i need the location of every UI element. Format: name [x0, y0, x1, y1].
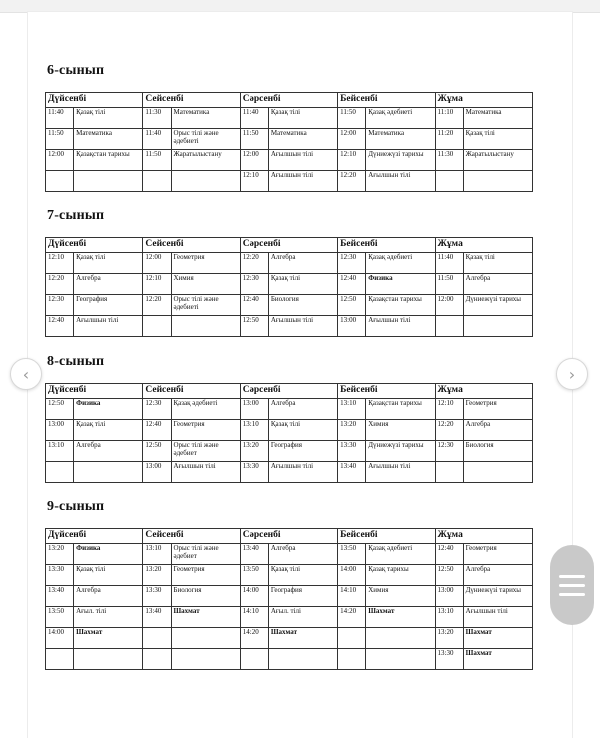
lesson-subject: Дүниежүзі тарихы: [463, 295, 532, 316]
lesson-time: 13:30: [143, 586, 171, 607]
lesson-time: 12:40: [143, 420, 171, 441]
lesson-time: 13:40: [240, 544, 268, 565]
chevron-right-icon: ›: [568, 364, 576, 384]
section-title: 8-сынып: [47, 354, 105, 369]
lesson-subject: Алгебра: [268, 253, 337, 274]
table-row: [46, 462, 533, 483]
table-row: [46, 108, 533, 129]
lesson-time: [338, 649, 366, 670]
table-row: [46, 586, 533, 607]
lesson-subject: Орыс тілі және әдебиеті: [171, 129, 240, 150]
lesson-time: [143, 628, 171, 649]
lesson-time: 14:00: [338, 565, 366, 586]
lesson-time: 12:00: [143, 253, 171, 274]
lesson-time: 12:40: [435, 544, 463, 565]
menu-icon-line: [559, 575, 585, 578]
lesson-time: 11:20: [435, 129, 463, 150]
lesson-subject: Математика: [366, 129, 435, 150]
section-title: 6-сынып: [47, 63, 105, 78]
lesson-subject: Алгебра: [268, 399, 337, 420]
table-row: [46, 544, 533, 565]
day-header: Сейсенбі: [143, 529, 240, 544]
menu-icon-line: [559, 584, 585, 587]
table-row: [46, 649, 533, 670]
lesson-subject: Шахмат: [463, 628, 532, 649]
lesson-subject: [74, 171, 143, 192]
lesson-time: 12:40: [338, 274, 366, 295]
lesson-time: [143, 171, 171, 192]
lesson-time: 11:50: [143, 150, 171, 171]
lesson-time: 12:10: [46, 253, 74, 274]
table-row: [46, 441, 533, 462]
lesson-time: 12:10: [435, 399, 463, 420]
lesson-time: 11:50: [338, 108, 366, 129]
lesson-time: 12:50: [240, 316, 268, 337]
table-row: [46, 399, 533, 420]
lesson-time: 14:00: [240, 586, 268, 607]
section-title: 7-сынып: [47, 208, 105, 223]
lesson-subject: [171, 649, 240, 670]
day-header: Бейсенбі: [338, 93, 435, 108]
lesson-subject: Қазақ әдебиеті: [366, 108, 435, 129]
lesson-subject: Қазақ тілі: [74, 253, 143, 274]
lesson-time: [143, 649, 171, 670]
lesson-time: 14:00: [46, 628, 74, 649]
lesson-subject: Химия: [171, 274, 240, 295]
lesson-time: 13:20: [338, 420, 366, 441]
lesson-time: 13:50: [240, 565, 268, 586]
lesson-time: 11:30: [143, 108, 171, 129]
lesson-subject: Шахмат: [463, 649, 532, 670]
lesson-subject: Дүниежүзі тарихы: [366, 441, 435, 462]
lesson-time: 12:50: [338, 295, 366, 316]
lesson-time: 12:20: [338, 171, 366, 192]
table-row: [46, 628, 533, 649]
lesson-subject: Алгебра: [74, 274, 143, 295]
lesson-time: 13:20: [143, 565, 171, 586]
lesson-subject: Физика: [74, 399, 143, 420]
lesson-subject: Қазақ тілі: [74, 565, 143, 586]
lesson-time: 12:00: [435, 295, 463, 316]
lesson-time: 12:30: [338, 253, 366, 274]
lesson-subject: Ағылшын тілі: [268, 150, 337, 171]
lesson-subject: [463, 171, 532, 192]
lesson-subject: Қазақ тілі: [463, 129, 532, 150]
lesson-subject: География: [74, 295, 143, 316]
next-page-button[interactable]: [556, 358, 588, 390]
lesson-subject: [171, 316, 240, 337]
lesson-subject: Ағылшын тілі: [366, 462, 435, 483]
lesson-time: 12:20: [143, 295, 171, 316]
lesson-time: [143, 316, 171, 337]
table-row: [46, 253, 533, 274]
lesson-subject: Қазақ тілі: [268, 108, 337, 129]
menu-button[interactable]: [550, 545, 594, 625]
lesson-subject: Ағылшын тілі: [366, 316, 435, 337]
day-header: Жұма: [435, 93, 532, 108]
lesson-time: 14:10: [338, 586, 366, 607]
lesson-time: 12:20: [435, 420, 463, 441]
lesson-subject: География: [268, 441, 337, 462]
lesson-time: 12:00: [240, 150, 268, 171]
lesson-subject: Шахмат: [366, 607, 435, 628]
lesson-subject: Қазақ тілі: [268, 565, 337, 586]
day-header: Сәрсенбі: [240, 93, 337, 108]
lesson-subject: Геометрия: [463, 544, 532, 565]
lesson-time: [240, 649, 268, 670]
lesson-subject: Қазақстан тарихы: [366, 399, 435, 420]
lesson-subject: Орыс тілі және әдебиеті: [171, 295, 240, 316]
lesson-time: 13:00: [435, 586, 463, 607]
lesson-subject: Алгебра: [74, 441, 143, 462]
lesson-subject: Математика: [268, 129, 337, 150]
lesson-subject: Геометрия: [171, 253, 240, 274]
table-row: [46, 565, 533, 586]
day-header-row: [46, 238, 533, 253]
lesson-subject: География: [268, 586, 337, 607]
lesson-subject: Қазақ тілі: [74, 108, 143, 129]
lesson-subject: [171, 171, 240, 192]
lesson-subject: [366, 628, 435, 649]
lesson-subject: Орыс тілі және әдебиет: [171, 544, 240, 565]
day-header: Сәрсенбі: [240, 238, 337, 253]
lesson-time: [46, 462, 74, 483]
lesson-subject: Алгебра: [268, 544, 337, 565]
lesson-time: 13:30: [338, 441, 366, 462]
chevron-left-icon: ‹: [22, 364, 30, 384]
lesson-time: 13:30: [46, 565, 74, 586]
lesson-subject: Ағылшын тілі: [268, 316, 337, 337]
lesson-time: [46, 649, 74, 670]
timetable: [45, 237, 533, 337]
lesson-time: 11:40: [143, 129, 171, 150]
lesson-subject: Қазақ әдебиеті: [366, 544, 435, 565]
day-header: Дүйсенбі: [46, 93, 143, 108]
lesson-time: 12:20: [46, 274, 74, 295]
lesson-time: [435, 316, 463, 337]
lesson-subject: [74, 649, 143, 670]
lesson-subject: Қазақ тілі: [268, 420, 337, 441]
day-header-row: [46, 93, 533, 108]
day-header: Жұма: [435, 384, 532, 399]
lesson-time: 12:00: [338, 129, 366, 150]
lesson-time: [435, 462, 463, 483]
lesson-subject: Химия: [366, 586, 435, 607]
lesson-time: 11:40: [435, 253, 463, 274]
lesson-subject: Дүниежүзі тарихы: [366, 150, 435, 171]
lesson-subject: Физика: [74, 544, 143, 565]
previous-page-button[interactable]: [10, 358, 42, 390]
lesson-subject: [463, 316, 532, 337]
lesson-time: 13:50: [338, 544, 366, 565]
lesson-time: 13:10: [240, 420, 268, 441]
lesson-time: 13:40: [46, 586, 74, 607]
lesson-subject: Қазақстан тарихы: [366, 295, 435, 316]
lesson-time: 12:20: [240, 253, 268, 274]
menu-icon-line: [559, 593, 585, 596]
lesson-subject: Математика: [171, 108, 240, 129]
lesson-subject: Шахмат: [74, 628, 143, 649]
day-header: Дүйсенбі: [46, 384, 143, 399]
lesson-time: 13:40: [338, 462, 366, 483]
lesson-time: 14:20: [240, 628, 268, 649]
lesson-subject: Жаратылыстану: [171, 150, 240, 171]
lesson-time: 13:40: [143, 607, 171, 628]
lesson-time: 13:00: [143, 462, 171, 483]
lesson-subject: Геометрия: [171, 420, 240, 441]
lesson-subject: Қазақ әдебиеті: [171, 399, 240, 420]
lesson-subject: Қазақ әдебиеті: [366, 253, 435, 274]
table-row: [46, 295, 533, 316]
lesson-time: 13:30: [435, 649, 463, 670]
section-title: 9-сынып: [47, 499, 105, 514]
lesson-time: [46, 171, 74, 192]
lesson-subject: [366, 649, 435, 670]
timetable: [45, 92, 533, 192]
lesson-time: 12:10: [338, 150, 366, 171]
lesson-time: [435, 171, 463, 192]
lesson-subject: Шахмат: [171, 607, 240, 628]
lesson-subject: Ағыл. тілі: [74, 607, 143, 628]
lesson-subject: Математика: [463, 108, 532, 129]
day-header-row: [46, 529, 533, 544]
lesson-subject: Ағылшын тілі: [268, 462, 337, 483]
lesson-time: 11:40: [240, 108, 268, 129]
class-section: [45, 62, 545, 192]
day-header: Сәрсенбі: [240, 529, 337, 544]
lesson-time: 13:20: [435, 628, 463, 649]
lesson-time: 12:30: [435, 441, 463, 462]
day-header: Жұма: [435, 238, 532, 253]
lesson-subject: Ағыл. тілі: [268, 607, 337, 628]
table-row: [46, 129, 533, 150]
lesson-subject: [171, 628, 240, 649]
lesson-time: 13:20: [46, 544, 74, 565]
class-section: [45, 353, 545, 483]
lesson-subject: Алгебра: [463, 565, 532, 586]
day-header: Сейсенбі: [143, 93, 240, 108]
day-header: Дүйсенбі: [46, 238, 143, 253]
lesson-subject: Қазақ тілі: [74, 420, 143, 441]
class-section: [45, 498, 545, 670]
day-header: Дүйсенбі: [46, 529, 143, 544]
lesson-subject: Алгебра: [74, 586, 143, 607]
lesson-subject: Жаратылыстану: [463, 150, 532, 171]
class-section: [45, 207, 545, 337]
lesson-subject: Химия: [366, 420, 435, 441]
table-row: [46, 316, 533, 337]
lesson-time: 13:30: [240, 462, 268, 483]
lesson-subject: Ағылшын тілі: [268, 171, 337, 192]
lesson-subject: Ағылшын тілі: [463, 607, 532, 628]
day-header: Бейсенбі: [338, 238, 435, 253]
lesson-time: 14:10: [240, 607, 268, 628]
lesson-time: 13:10: [46, 441, 74, 462]
lesson-subject: Физика: [366, 274, 435, 295]
lesson-time: 14:20: [338, 607, 366, 628]
lesson-time: 13:50: [46, 607, 74, 628]
table-row: [46, 607, 533, 628]
lesson-subject: Қазақ тілі: [268, 274, 337, 295]
lesson-time: 12:30: [143, 399, 171, 420]
lesson-subject: [463, 462, 532, 483]
lesson-subject: Қазақ тарихы: [366, 565, 435, 586]
lesson-subject: Қазақ тілі: [463, 253, 532, 274]
day-header: Бейсенбі: [338, 529, 435, 544]
table-row: [46, 274, 533, 295]
lesson-subject: Алгебра: [463, 274, 532, 295]
lesson-time: 13:10: [338, 399, 366, 420]
lesson-time: 13:10: [435, 607, 463, 628]
day-header: Сәрсенбі: [240, 384, 337, 399]
table-row: [46, 150, 533, 171]
day-header: Жұма: [435, 529, 532, 544]
lesson-time: 12:10: [143, 274, 171, 295]
lesson-time: 12:30: [240, 274, 268, 295]
lesson-subject: Ағылшын тілі: [366, 171, 435, 192]
lesson-time: 11:50: [46, 129, 74, 150]
lesson-time: 12:50: [46, 399, 74, 420]
lesson-time: 13:00: [240, 399, 268, 420]
timetable: [45, 383, 533, 483]
lesson-time: 12:50: [435, 565, 463, 586]
lesson-time: 11:50: [435, 274, 463, 295]
lesson-subject: Алгебра: [463, 420, 532, 441]
timetable: [45, 528, 533, 670]
table-row: [46, 420, 533, 441]
lesson-subject: [268, 649, 337, 670]
day-header: Сейсенбі: [143, 238, 240, 253]
lesson-subject: Геометрия: [463, 399, 532, 420]
lesson-subject: Ағылшын тілі: [171, 462, 240, 483]
lesson-time: 12:00: [46, 150, 74, 171]
lesson-subject: Ағылшын тілі: [74, 316, 143, 337]
lesson-time: 12:30: [46, 295, 74, 316]
lesson-time: 13:10: [143, 544, 171, 565]
lesson-time: 12:40: [46, 316, 74, 337]
lesson-time: 11:30: [435, 150, 463, 171]
day-header-row: [46, 384, 533, 399]
lesson-time: 13:00: [338, 316, 366, 337]
lesson-time: 13:00: [46, 420, 74, 441]
lesson-time: 11:10: [435, 108, 463, 129]
lesson-subject: Қазақстан тарихы: [74, 150, 143, 171]
lesson-subject: Биология: [268, 295, 337, 316]
lesson-time: 11:40: [46, 108, 74, 129]
lesson-time: 12:40: [240, 295, 268, 316]
lesson-time: 12:50: [143, 441, 171, 462]
lesson-subject: Биология: [463, 441, 532, 462]
lesson-time: 12:10: [240, 171, 268, 192]
table-row: [46, 171, 533, 192]
lesson-time: [338, 628, 366, 649]
lesson-subject: Математика: [74, 129, 143, 150]
lesson-subject: Дүниежүзі тарихы: [463, 586, 532, 607]
lesson-subject: Биология: [171, 586, 240, 607]
day-header: Сейсенбі: [143, 384, 240, 399]
lesson-time: 11:50: [240, 129, 268, 150]
lesson-subject: Шахмат: [268, 628, 337, 649]
day-header: Бейсенбі: [338, 384, 435, 399]
lesson-time: 13:20: [240, 441, 268, 462]
lesson-subject: Геометрия: [171, 565, 240, 586]
lesson-subject: [74, 462, 143, 483]
lesson-subject: Орыс тілі және әдебиет: [171, 441, 240, 462]
